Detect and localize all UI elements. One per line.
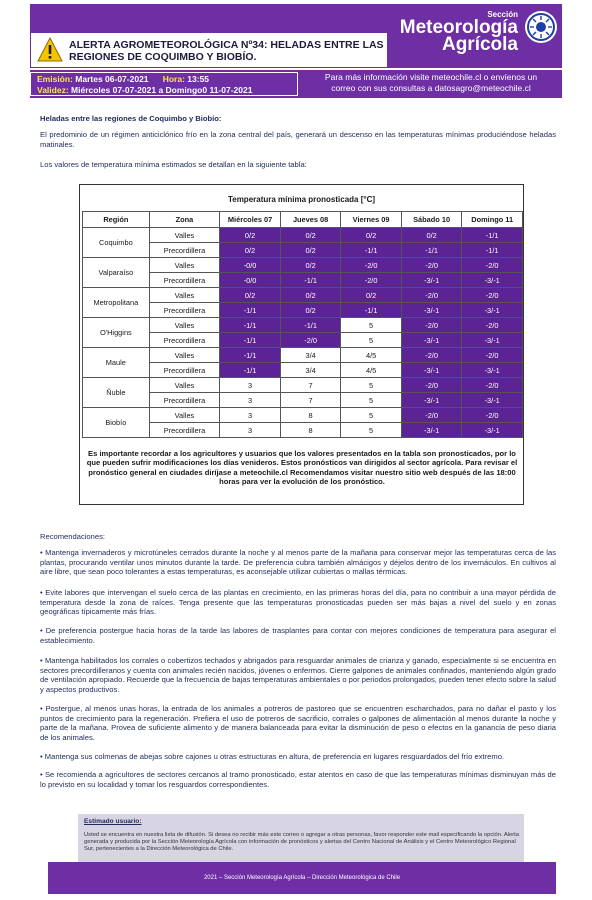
temperature-cell: 0/2 [220,228,281,243]
header-day-1: Miércoles 07 [220,212,281,228]
temperature-cell: 3 [220,423,281,438]
temperature-cell: 0/2 [280,288,340,303]
temperature-cell: -1/1 [220,303,281,318]
region-cell: Valparaíso [83,258,150,288]
temperature-cell: 0/2 [220,243,281,258]
temperature-cell: -1/1 [341,243,402,258]
temperature-cell: -2/0 [462,288,523,303]
temperature-cell: -0/0 [220,258,281,273]
temperature-cell: 7 [280,378,340,393]
forecast-table-box [79,184,524,505]
zone-cell: Precordillera [149,423,220,438]
temperature-cell: -1/1 [401,243,462,258]
intro-table-lead: Los valores de temperatura mínima estimados se detallan en la siguiente tabla: [40,160,307,169]
temperature-cell: -2/0 [401,258,462,273]
temperature-cell: -3/-1 [462,303,523,318]
validity-label: Validez: [37,85,69,95]
temperature-cell: -1/1 [220,333,281,348]
table-row [83,333,523,348]
temperature-cell: 0/2 [280,258,340,273]
forecast-table [82,211,523,438]
table-title: Temperatura mínima pronosticada [°C] [227,195,376,204]
footer-bar: 2021 – Sección Meteorología Agrícola – Dirección Meteorológica de Chile [48,862,556,894]
more-info-text [302,72,560,94]
temperature-cell: -2/0 [401,378,462,393]
rec-item-4: • Mantenga habilitados los corrales o cobertizos techados y abrigados para resguardar animales de crianza y ganado, especialmente si se encuentra en sectores precordilleranos y cuenta con animales recién nacidos, jóvenes o enfermos. Cierre galpones de animales confinados, manteniendo algún grado de ventilación apropiado. Recuerde que la frecuencia de bajas temperaturas ambientales o por periodos prolongados, pueden tener efecto sobre la salud y aspectos productivos. [40,656,556,694]
table-row [83,363,523,378]
hour-value: 13:55 [187,74,210,84]
region-cell: Biobío [83,408,150,438]
rec-item-2: • Evite labores que intervengan el suelo cerca de las plantas en crecimiento, en las primeras horas del día, para no contribuir a una mayor pérdida de temperatura desde la zona de raíces. Tenga presente que las temperaturas pronosticadas pueden ser más bajas a nivel del suelo y en zonas geográficas típicamente más frías. [40,588,556,616]
alert-title-box [30,32,388,68]
temperature-cell: -2/0 [462,318,523,333]
user-notice-text: Usted se encuentra en nuestra lista de difusión. Si desea no recibir más este correo o agregar a otras personas, favor responder este mail especificando la opción. Alerta generada y producida por la Sección Meteorología Agrícola con información de pronósticos y alertas del Centro Nacional de Análisis y el Centro Meteorológico Regional Sur, pertenecientes a la Dirección Meteorológica de Chile. [84,832,520,853]
temperature-cell: -3/-1 [462,393,523,408]
table-row [83,273,523,288]
temperature-cell: 4/5 [341,348,402,363]
temperature-cell: -2/0 [462,408,523,423]
temperature-cell: 0/2 [280,228,340,243]
dmc-seal-icon [524,10,558,44]
table-row [83,423,523,438]
region-cell: O'Higgins [83,318,150,348]
temperature-cell: 5 [341,333,402,348]
zone-cell: Precordillera [149,333,220,348]
temperature-cell: -1/1 [280,273,340,288]
temperature-cell: 5 [341,408,402,423]
zone-cell: Valles [149,228,220,243]
temperature-cell: -1/1 [462,228,523,243]
temperature-cell: 3 [220,393,281,408]
zone-cell: Precordillera [149,243,220,258]
rec-item-1: • Mantenga invernaderos y microtúneles cerrados durante la noche y al menos parte de la mañana para conservar mejor las temperaturas cerca de las plantas, procurando ventilar unos minutos durante la tarde. De preferencia cubra también almácigos y déjelos dentro de los invernáculos. En cultivos al aire libre, que sean poco tolerantes a estas temperaturas, es aconsejable utilizar cubiertas o mallas térmicas. [40,548,556,576]
temperature-cell: -2/0 [401,318,462,333]
header-day-5: Domingo 11 [462,212,523,228]
temperature-cell: -3/-1 [401,393,462,408]
temperature-cell: 0/2 [341,288,402,303]
rec-item-3: • De preferencia postergue hacia horas de la tarde las labores de trasplantes para contar con mejores condiciones de temperatura para asegurar el establecimiento. [40,626,556,645]
emission-value: Martes 06-07-2021 [75,74,149,84]
temperature-cell: -3/-1 [462,363,523,378]
temperature-cell: -2/0 [462,258,523,273]
temperature-cell: -2/0 [401,348,462,363]
temperature-cell: -3/-1 [401,423,462,438]
zone-cell: Valles [149,288,220,303]
temperature-cell: 5 [341,423,402,438]
temperature-cell: -1/1 [462,243,523,258]
emission-box [30,72,298,96]
temperature-cell: 5 [341,378,402,393]
zone-cell: Valles [149,258,220,273]
temperature-cell: -1/1 [220,348,281,363]
recs-heading: Recomendaciones: [40,532,106,541]
temperature-cell: -1/1 [341,303,402,318]
region-cell: Maule [83,348,150,378]
zone-cell: Precordillera [149,303,220,318]
intro-paragraph: El predominio de un régimen anticiclónico frío en la zona central del país, generará un descenso en las temperaturas mínimas produciéndose heladas matinales. [40,130,556,149]
temperature-cell: -2/0 [462,378,523,393]
brand-logo-text [400,10,518,53]
table-row [83,228,523,243]
zone-cell: Valles [149,318,220,333]
hour-label: Hora: [162,74,185,84]
validity-value: Miércoles 07-07-2021 a Domingo0 11-07-2021 [71,85,253,95]
temperature-cell: -3/-1 [401,363,462,378]
temperature-cell: -3/-1 [401,333,462,348]
rec-item-5: • Postergue, al menos unas horas, la entrada de los animales a potreros de pastoreo que se encuentren escharchados, para no dañar el pasto y los puntos de crecimiento para la regeneración. Prefiera el uso de potreros de sacrificio, corrales o galpones de alimentación al menos durante la noche y parte de la mañana. Provea de suficiente alimento y de manera balanceada para evitar la disminución de peso o efectos en la ganancia de peso diaria de los animales. [40,704,556,742]
temperature-cell: -2/0 [341,273,402,288]
temperature-cell: 0/2 [280,303,340,318]
table-row [83,408,523,423]
table-note: Es importante recordar a los agricultores y usuarios que los valores presentados en la tabla son pronosticados, por lo que pueden sufrir modificaciones los días venideros. Estos pronósticos van dirigidos al sector agrícola. Para revisar el pronóstico general en ciudades diríjase a meteochile.cl Recomendamos visitar nuestro sitio web después de las 18:00 horas para ver la evolución de los pronóstico. [86,449,518,486]
temperature-cell: 0/2 [280,243,340,258]
temperature-cell: 0/2 [401,228,462,243]
brand-line-1: Meteorología [399,17,518,38]
temperature-cell: -3/-1 [462,273,523,288]
header-day-2: Jueves 08 [280,212,340,228]
temperature-cell: -3/-1 [401,303,462,318]
temperature-cell: 8 [280,423,340,438]
header-day-4: Sábado 10 [401,212,462,228]
user-notice-title: Estimado usuario: [84,818,142,825]
temperature-cell: 3 [220,378,281,393]
warning-icon [37,37,63,63]
alert-title-line-2: REGIONES DE COQUIMBO Y BIOBÍO. [69,51,257,63]
header-banner [30,4,562,68]
region-cell: Coquimbo [83,228,150,258]
temperature-cell: -1/1 [220,363,281,378]
brand-line-2: Agrícola [441,34,518,55]
table-row [83,303,523,318]
rec-item-7: • Se recomienda a agricultores de sectores cercanos al tramo pronosticado, estar atentos en caso de que las temperaturas mínimas disminuyan más de lo previsto en su localidad y tomar los resguardos correspondientes. [40,770,556,789]
emission-label: Emisión: [37,74,73,84]
temperature-cell: -2/0 [341,258,402,273]
zone-cell: Precordillera [149,273,220,288]
more-info-line-1: Para más información visite meteochile.cl o envíenos un [324,72,538,82]
temperature-cell: 3/4 [280,348,340,363]
temperature-cell: 3/4 [280,363,340,378]
table-row [83,243,523,258]
temperature-cell: -2/0 [280,333,340,348]
temperature-cell: 3 [220,408,281,423]
temperature-cell: -0/0 [220,273,281,288]
alert-header [30,4,562,98]
temperature-cell: 8 [280,408,340,423]
region-cell: Metropolitana [83,288,150,318]
table-row [83,348,523,363]
region-cell: Ñuble [83,378,150,408]
zone-cell: Valles [149,348,220,363]
table-row [83,378,523,393]
more-info-line-2: correo con sus consultas a datosagro@meteochile.cl [331,83,531,93]
table-row [83,258,523,273]
temperature-cell: -1/1 [280,318,340,333]
zone-cell: Precordillera [149,393,220,408]
header-zona: Zona [149,212,220,228]
temperature-cell: 4/5 [341,363,402,378]
temperature-cell: 0/2 [220,288,281,303]
alert-title-line-1: ALERTA AGROMETEOROLÓGICA Nº34: HELADAS ENTRE LAS [69,39,384,51]
temperature-cell: -3/-1 [462,333,523,348]
brand-section-label: Sección [487,10,518,19]
temperature-cell: -2/0 [401,408,462,423]
zone-cell: Valles [149,408,220,423]
header-day-3: Viernes 09 [341,212,402,228]
temperature-cell: 5 [341,393,402,408]
table-header-row [83,212,523,228]
rec-item-6: • Mantenga sus colmenas de abejas sobre cajones u otras estructuras en altura, de preferencia en lugares resguardados del frío extremo. [40,752,505,761]
temperature-cell: -2/0 [462,348,523,363]
temperature-cell: -3/-1 [401,273,462,288]
zone-cell: Valles [149,378,220,393]
table-row [83,288,523,303]
user-notice-box [78,814,524,862]
temperature-cell: 7 [280,393,340,408]
temperature-cell: -3/-1 [462,423,523,438]
intro-heading: Heladas entre las regiones de Coquimbo y Biobío: [40,114,222,123]
temperature-cell: 0/2 [341,228,402,243]
alert-title [69,39,389,63]
header-region: Región [83,212,150,228]
temperature-cell: -2/0 [401,288,462,303]
table-row [83,393,523,408]
table-row [83,318,523,333]
temperature-cell: -1/1 [220,318,281,333]
zone-cell: Precordillera [149,363,220,378]
info-bar [30,70,562,98]
temperature-cell: 5 [341,318,402,333]
